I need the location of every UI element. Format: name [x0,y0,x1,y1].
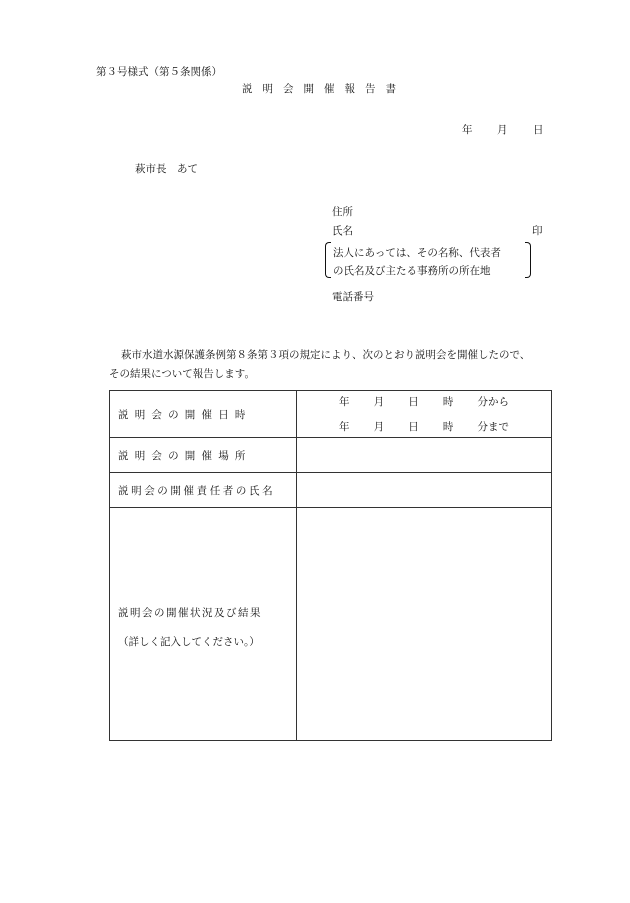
to-hour: 時 [442,421,454,433]
from-year: 年 [339,396,350,408]
status-label-cell [110,508,297,741]
datetime-from [339,394,509,409]
place-label-cell [110,438,297,473]
responsible-label-cell [110,473,297,508]
datetime-label: 説明会の開催日時 [118,408,252,421]
datetime-value-cell[interactable] [297,391,552,438]
name-label: 氏名 [332,225,353,237]
body-text-line2: その結果について報告します。 [109,368,255,380]
table-row-status [110,508,552,741]
place-value-cell[interactable] [297,438,552,473]
report-table [109,390,552,741]
corporate-note-line1: 法人にあっては、その名称、代表者 [333,247,501,259]
status-label: 説明会の開催状況及び結果 [118,607,262,619]
address-label: 住所 [332,206,353,218]
addressee: 萩市長 あて [135,163,198,175]
corporate-note-line2: の氏名及び主たる事務所の所在地 [333,265,491,277]
from-day: 日 [408,396,419,408]
datetime-to [339,419,509,434]
seal-mark: 印 [532,225,543,237]
form-number: 第３号様式（第５条関係） [96,66,222,78]
from-month: 月 [373,396,385,408]
responsible-value-cell[interactable] [297,473,552,508]
datetime-label-cell [110,391,297,438]
body-text-line1: 萩市水道水源保護条例第８条第３項の規定により、次のとおり説明会を開催したので、 [121,349,531,361]
date-month: 月 [497,124,508,136]
table-row-responsible [110,473,552,508]
status-value-cell[interactable] [297,508,552,741]
status-note: （詳しく記入してください。） [118,636,260,648]
date-day: 日 [533,124,544,136]
to-day: 日 [408,421,419,433]
place-label: 説明会の開催場所 [118,449,252,462]
phone-label: 電話番号 [332,291,374,303]
from-minute: 分から [477,396,509,408]
to-year: 年 [339,421,350,433]
date-year: 年 [462,124,473,136]
table-row-datetime [110,391,552,438]
table-row-place [110,438,552,473]
from-hour: 時 [442,396,454,408]
to-month: 月 [373,421,385,433]
document-title: 説明会開催報告書 [242,83,406,95]
to-minute: 分まで [477,421,509,433]
responsible-label: 説明会の開催責任者の氏名 [118,484,276,497]
